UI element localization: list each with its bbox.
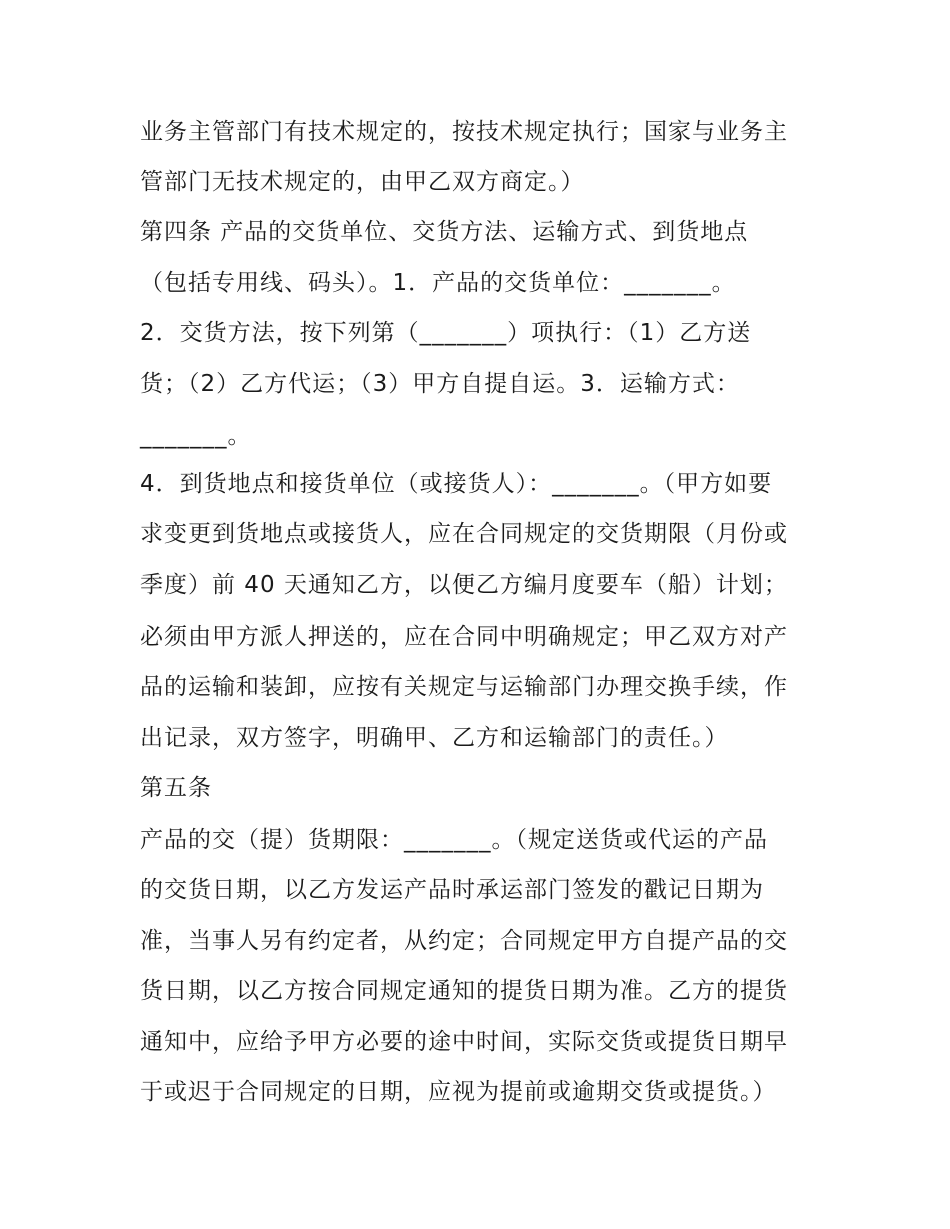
text-line: _______。 — [140, 423, 252, 449]
text-line: 产品的交（提）货期限：_______。（规定送货或代运的产品 — [140, 827, 768, 853]
article-5-heading: 第五条 — [140, 775, 212, 801]
text-line: 准，当事人另有约定者，从约定；合同规定甲方自提产品的交 — [140, 928, 788, 954]
text-line: 货日期，以乙方按合同规定通知的提货日期为准。乙方的提货 — [140, 978, 788, 1004]
text-line: 业务主管部门有技术规定的，按技术规定执行；国家与业务主 — [140, 119, 788, 145]
article-4-heading: 第四条 产品的交货单位、交货方法、运输方式、到货地点 — [140, 219, 749, 245]
text-line: 货；（2）乙方代运；（3）甲方自提自运。3．运输方式： — [140, 371, 740, 397]
text-line: 出记录，双方签字，明确甲、乙方和运输部门的责任。） — [140, 725, 729, 751]
text-line: 季度）前 40 天通知乙方，以便乙方编月度要车（船）计划； — [140, 572, 788, 598]
text-line: 4．到货地点和接货单位（或接货人）：_______。（甲方如要 — [140, 471, 773, 497]
text-line: 于或迟于合同规定的日期，应视为提前或逾期交货或提货。） — [140, 1079, 777, 1105]
text-line: 品的运输和装卸，应按有关规定与运输部门办理交换手续，作 — [140, 674, 788, 700]
text-line: 2．交货方法，按下列第（_______）项执行：（1）乙方送 — [140, 320, 752, 346]
text-line: 必须由甲方派人押送的，应在合同中明确规定；甲乙双方对产 — [140, 624, 788, 650]
text-line: 通知中，应给予甲方必要的途中时间，实际交货或提货日期早 — [140, 1029, 788, 1055]
text-line: （包括专用线、码头）。1．产品的交货单位：_______。 — [140, 270, 736, 296]
text-line: 的交货日期，以乙方发运产品时承运部门签发的戳记日期为 — [140, 877, 764, 903]
text-line: 管部门无技术规定的，由甲乙双方商定。） — [140, 169, 585, 195]
text-line: 求变更到货地点或接货人，应在合同规定的交货期限（月份或 — [140, 521, 788, 547]
